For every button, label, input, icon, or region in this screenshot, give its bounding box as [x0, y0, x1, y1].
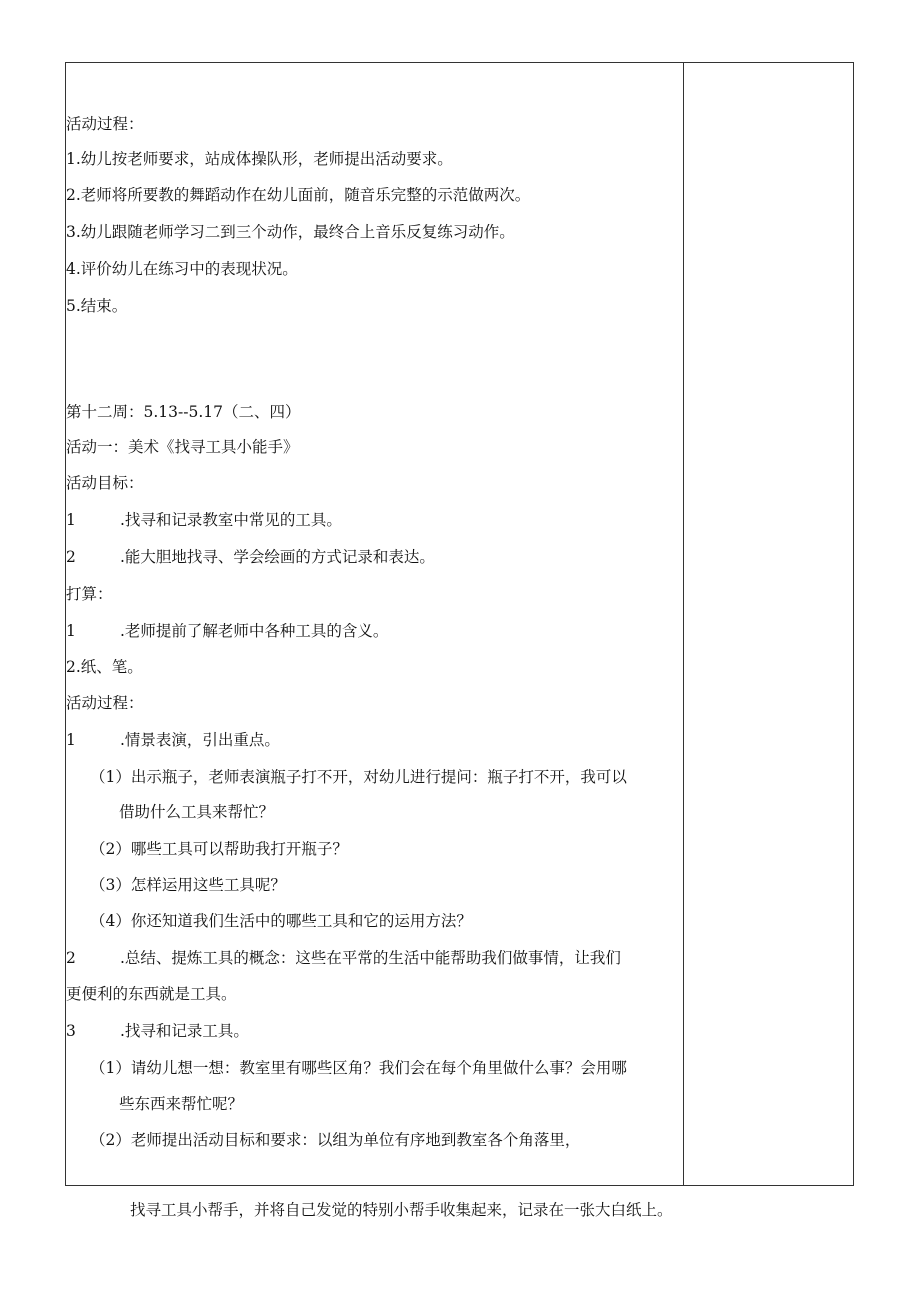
text-line: 3.幼儿跟随老师学习二到三个动作，最终合上音乐反复练习动作。	[66, 223, 515, 241]
numbered-item: 1 .情景表演，引出重点。	[66, 731, 280, 749]
column-divider	[683, 63, 684, 1185]
activity-title: 活动一：美术《找寻工具小能手》	[66, 438, 299, 456]
text-line: 5.结束。	[66, 297, 128, 315]
sub-item: （3）怎样运用这些工具呢？	[90, 876, 286, 894]
text-line: 2.纸、笔。	[66, 658, 143, 676]
sub-item: （2）老师提出活动目标和要求：以组为单位有序地到教室各个角落里，	[90, 1131, 581, 1149]
numbered-item: 1 .老师提前了解老师中各种工具的含义。	[66, 622, 389, 640]
numbered-item: 3 .找寻和记录工具。	[66, 1022, 249, 1040]
lesson-plan-table	[65, 62, 854, 1186]
sub-item: （2）哪些工具可以帮助我打开瓶子？	[90, 840, 348, 858]
text-line: 2.老师将所要教的舞蹈动作在幼儿面前，随音乐完整的示范做两次。	[66, 186, 531, 204]
text-line: 1.幼儿按老师要求，站成体操队形，老师提出活动要求。	[66, 150, 453, 168]
numbered-item: 2 .总结、提炼工具的概念：这些在平常的生活中能帮助我们做事情，让我们	[66, 949, 621, 967]
text-line: 活动过程：	[66, 115, 144, 133]
numbered-item: 2 .能大胆地找寻、学会绘画的方式记录和表达。	[66, 548, 435, 566]
sub-item: （4）你还知道我们生活中的哪些工具和它的运用方法？	[90, 912, 472, 930]
text-line: 4.评价幼儿在练习中的表现状况。	[66, 260, 298, 278]
sub-item: （1）出示瓶子，老师表演瓶子打不开，对幼儿进行提问：瓶子打不开，我可以	[90, 768, 627, 786]
section-heading: 活动目标：	[66, 474, 144, 492]
sub-item-continued: 借助什么工具来帮忙？	[119, 803, 275, 821]
continuation-paragraph: 找寻工具小帮手，并将自己发觉的特别小帮手收集起来，记录在一张大白纸上。	[130, 1201, 673, 1219]
sub-item: （1）请幼儿想一想：教室里有哪些区角？我们会在每个角里做什么事？会用哪	[90, 1059, 627, 1077]
week-heading: 第十二周：5.13--5.17（二、四）	[66, 403, 301, 421]
section-heading: 打算：	[66, 585, 113, 603]
section-heading: 活动过程：	[66, 694, 144, 712]
numbered-item: 1 .找寻和记录教室中常见的工具。	[66, 511, 342, 529]
text-line: 更便利的东西就是工具。	[66, 985, 237, 1003]
sub-item-continued: 些东西来帮忙呢？	[119, 1095, 244, 1113]
